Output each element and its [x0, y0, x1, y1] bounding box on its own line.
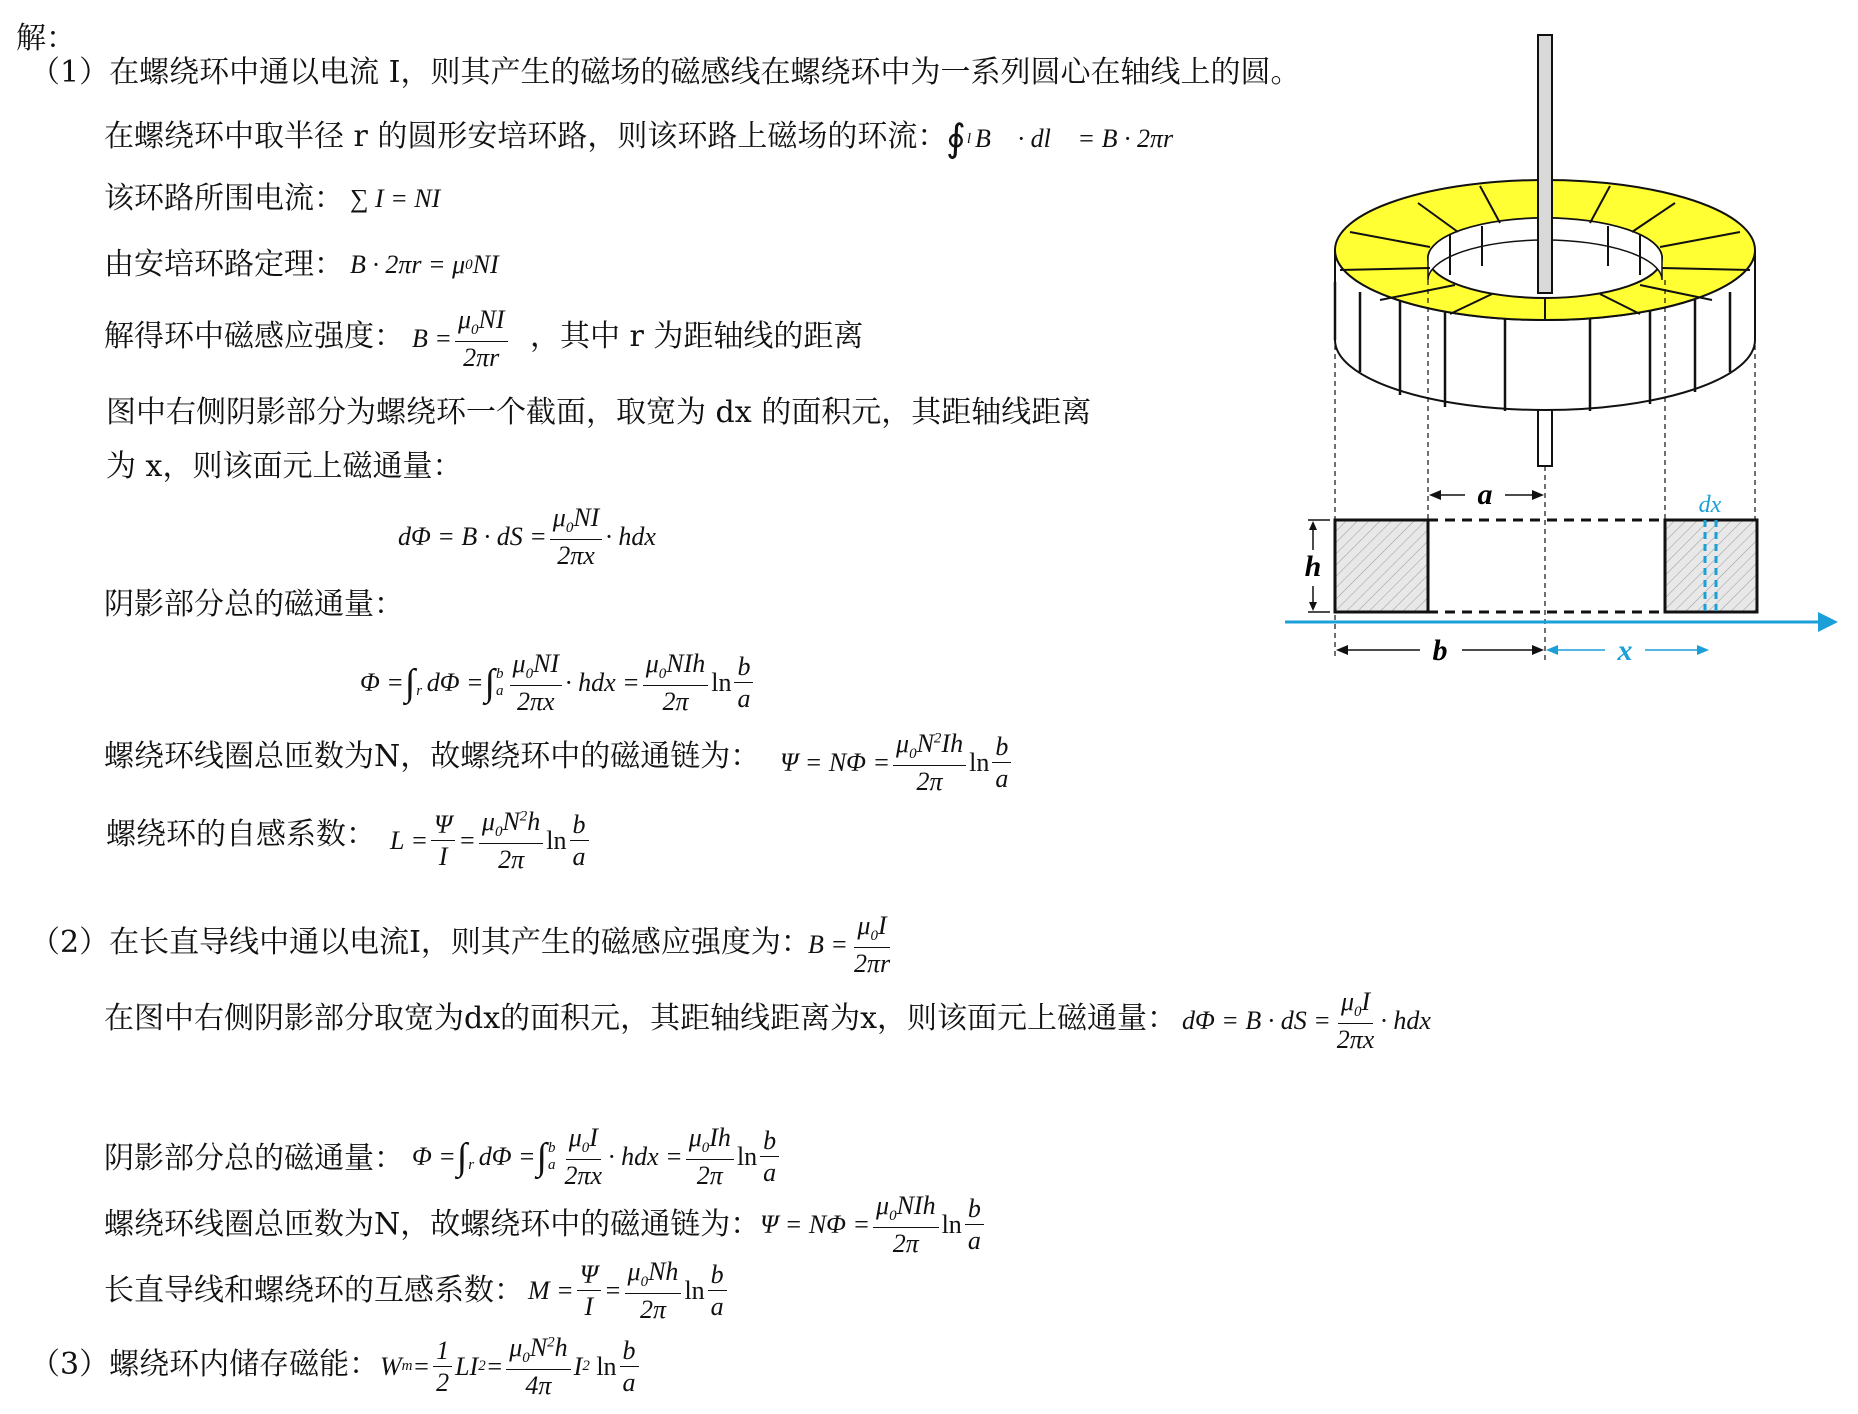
part1-field-text: 解得环中磁感应强度：: [104, 319, 404, 354]
wire-top: [1538, 35, 1552, 293]
wire-field-formula: B = $\frac{\mu_0I}{2\pi r}$: [808, 911, 891, 978]
right-cross-section: [1665, 520, 1757, 612]
part1-self-inductance-text: 螺绕环的自感系数：: [106, 817, 376, 852]
flux-element-formula: dΦ = B · dS = $\frac{\mu_0NI}{2\pi x}$ · hdx: [398, 503, 656, 570]
flux-linkage-formula: Ψ = NΦ = $\frac{\mu_0N^2Ih}{2\pi}$ ln $\frac{b}{a}$: [780, 730, 1014, 795]
ampere-formula: B · 2πr = μ 0 NI: [350, 250, 499, 279]
part1-ampere-text: 由安培环路定理：: [104, 247, 344, 282]
part1-flux-element-text: 为 x，则该面元上磁通量：: [106, 449, 463, 484]
wire-total-flux-formula: Φ = ∫ r dΦ = ∫ b a $\frac{\mu_0I}{2\pi x}$ · hdx = $\frac{\mu_0Ih}{2\pi}$ ln $\frac{b}{a}$: [412, 1124, 782, 1189]
answer-label: 解：: [16, 21, 76, 56]
total-flux-formula: Φ = ∫ r dΦ = ∫ b a $\frac{\mu_0NI}{2\pi x}$ · hdx = $\frac{\mu_0NIh}{2\pi}$ ln $\frac{b}{a}$: [360, 650, 756, 715]
part2-flux-linkage-text: 螺绕环线圈总匝数为N，故螺绕环中的磁通链为：: [104, 1207, 761, 1242]
part1-flux-linkage-text: 螺绕环线圈总匝数为N，故螺绕环中的磁通链为：: [104, 739, 761, 774]
part1-loop-text: 在螺绕环中取半径 r 的圆形安培环路，则该环路上磁场的环流：: [104, 119, 948, 154]
part2-flux-element-text: 在图中右侧阴影部分取宽为dx的面积元，其距轴线距离为x，则该面元上磁通量：: [104, 1001, 1178, 1036]
wire-flux-linkage-formula: Ψ = NΦ = $\frac{\mu_0NIh}{2\pi}$ ln $\frac{b}{a}$: [760, 1192, 987, 1257]
mutual-inductance-formula: M = $\frac{\Psi}{I}$ = $\frac{\mu_0Nh}{2\pi}$ ln $\frac{b}{a}$: [528, 1258, 730, 1323]
wire-flux-element-formula: dΦ = B · dS = $\frac{\mu_0I}{2\pi x}$ · hdx: [1182, 987, 1431, 1054]
x-label: x: [1617, 634, 1633, 667]
magnetic-energy-formula: W m = $\frac{1}{2}$ LI 2 = $\frac{\mu_0N^2h}{4\pi}$ I 2 ln $\frac{b}{a}$: [380, 1334, 642, 1399]
part1-section-text: 图中右侧阴影部分为螺绕环一个截面，取宽为 dx 的面积元，其距轴线距离: [106, 395, 1092, 430]
toroid-diagram: [1270, 30, 1850, 680]
part1-total-flux-text: 阴影部分总的磁通量：: [104, 587, 404, 622]
field-formula: B = $\frac{\mu_0NI}{2\pi r}$: [412, 306, 511, 371]
part1-field-note: ，其中 r 为距轴线的距离: [530, 319, 864, 354]
a-label: a: [1477, 478, 1493, 511]
circulation-formula: ∮ l B⃗ · dl⃗ = B · 2πr: [946, 118, 1174, 160]
left-cross-section: [1335, 520, 1428, 612]
part3-intro: （3）螺绕环内储存磁能：: [30, 1347, 380, 1382]
part2-total-flux-text: 阴影部分总的磁通量：: [104, 1141, 404, 1176]
part1-intro: （1）在螺绕环中通以电流 I，则其产生的磁场的磁感线在螺绕环中为一系列圆心在轴线上的圆。: [30, 55, 1301, 90]
part2-mutual-inductance-text: 长直导线和螺绕环的互感系数：: [104, 1273, 524, 1308]
self-inductance-formula: L = $\frac{\Psi}{I}$ = $\frac{\mu_0N^2h}{2\pi}$ ln $\frac{b}{a}$: [390, 808, 592, 873]
dx-label: dx: [1698, 492, 1722, 518]
h-label: h: [1304, 550, 1322, 583]
part1-enclosed-current-text: 该环路所围电流：: [104, 181, 344, 216]
b-label: b: [1432, 634, 1448, 667]
part2-intro: （2）在长直导线中通以电流I，则其产生的磁感应强度为：: [30, 925, 811, 960]
enclosed-current-formula: ∑ I = NI: [350, 184, 441, 213]
x-axis-arrowhead: [1818, 612, 1838, 632]
